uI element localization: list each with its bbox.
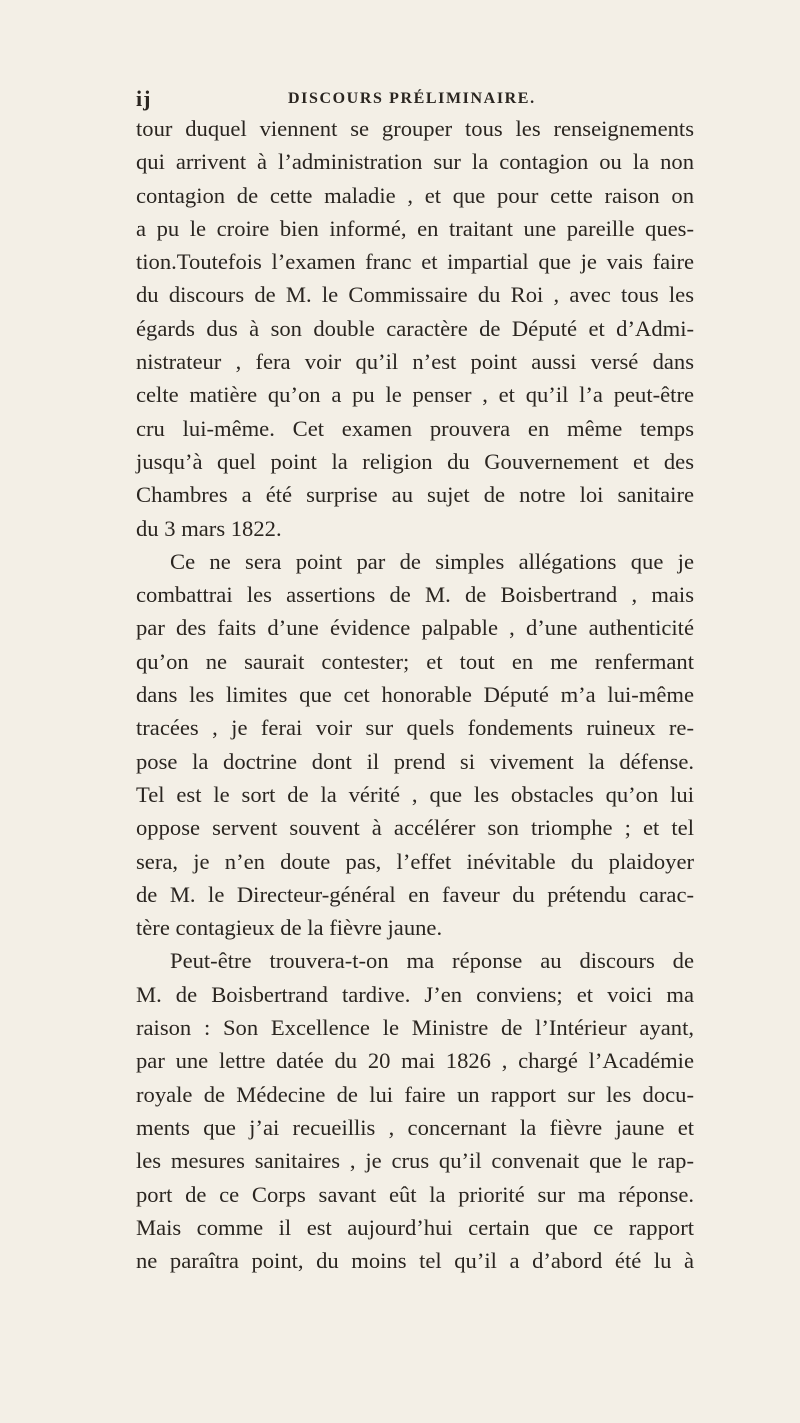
text-line: tère contagieux de la fièvre jaune. xyxy=(136,915,443,941)
text-line: celte matière qu’on a pu le penser , et qu’il l’a peut-être xyxy=(136,382,694,408)
text-line: a pu le croire bien informé, en traitant une pareille ques- xyxy=(136,215,694,241)
text-line: nistrateur , fera voir qu’il n’est point aussi versé dans xyxy=(136,349,694,375)
text-line: Ce ne sera point par de simples allégations que je xyxy=(170,548,694,574)
body-text xyxy=(136,112,694,1277)
text-line: sera, je n’en doute pas, l’effet inévitable du plaidoyer xyxy=(136,848,694,874)
text-line: M. de Boisbertrand tardive. J’en conviens; et voici ma xyxy=(136,981,694,1007)
text-line: du 3 mars 1822. xyxy=(136,515,282,541)
text-line: par une lettre datée du 20 mai 1826 , chargé l’Académie xyxy=(136,1048,694,1074)
text-line: Mais comme il est aujourd’hui certain que ce rapport xyxy=(136,1214,694,1240)
text-line: qui arrivent à l’administration sur la contagion ou la non xyxy=(136,149,694,175)
text-line: les mesures sanitaires , je crus qu’il convenait que le rap- xyxy=(136,1148,694,1174)
text-line: tour duquel viennent se grouper tous les renseignements xyxy=(136,116,694,141)
text-line: raison : Son Excellence le Ministre de l’Intérieur ayant, xyxy=(136,1015,694,1041)
page-header xyxy=(136,86,696,112)
text-line: ne paraîtra point, du moins tel qu’il a d’abord été lu à xyxy=(136,1248,694,1274)
text-line: Peut-être trouvera-t-on ma réponse au discours de xyxy=(170,948,694,974)
text-line: combattrai les assertions de M. de Boisbertrand , mais xyxy=(136,582,694,608)
text-line: du discours de M. le Commissaire du Roi , avec tous les xyxy=(136,282,694,308)
text-line: jusqu’à quel point la religion du Gouvernement et des xyxy=(136,448,694,474)
text-line: contagion de cette maladie , et que pour cette raison on xyxy=(136,182,694,208)
text-line: de M. le Directeur-général en faveur du prétendu carac- xyxy=(136,881,694,907)
text-line: tracées , je ferai voir sur quels fondements ruineux re- xyxy=(136,715,694,741)
text-line: ments que j’ai recueillis , concernant la fièvre jaune et xyxy=(136,1114,694,1140)
text-line: oppose servent souvent à accélérer son triomphe ; et tel xyxy=(136,815,694,841)
text-line: cru lui-même. Cet examen prouvera en même temps xyxy=(136,415,694,441)
text-line: Chambres a été surprise au sujet de notre loi sanitaire xyxy=(136,482,694,508)
text-line: par des faits d’une évidence palpable , d’une authenticité xyxy=(136,615,694,641)
text-line: port de ce Corps savant eût la priorité sur ma réponse. xyxy=(136,1181,694,1207)
text-line: dans les limites que cet honorable Député m’a lui-même xyxy=(136,682,694,708)
text-line: Tel est le sort de la vérité , que les obstacles qu’on lui xyxy=(136,781,694,807)
text-line: tion.Toutefois l’examen franc et impartial que je vais faire xyxy=(136,249,694,275)
text-line: égards dus à son double caractère de Député et d’Admi- xyxy=(136,315,694,341)
page-number: ij xyxy=(136,86,152,111)
running-title: DISCOURS PRÉLIMINAIRE. xyxy=(288,90,536,107)
text-line: pose la doctrine dont il prend si vivement la défense. xyxy=(136,748,694,774)
text-line: royale de Médecine de lui faire un rapport sur les docu- xyxy=(136,1081,694,1107)
text-line: qu’on ne saurait contester; et tout en me renfermant xyxy=(136,648,694,674)
